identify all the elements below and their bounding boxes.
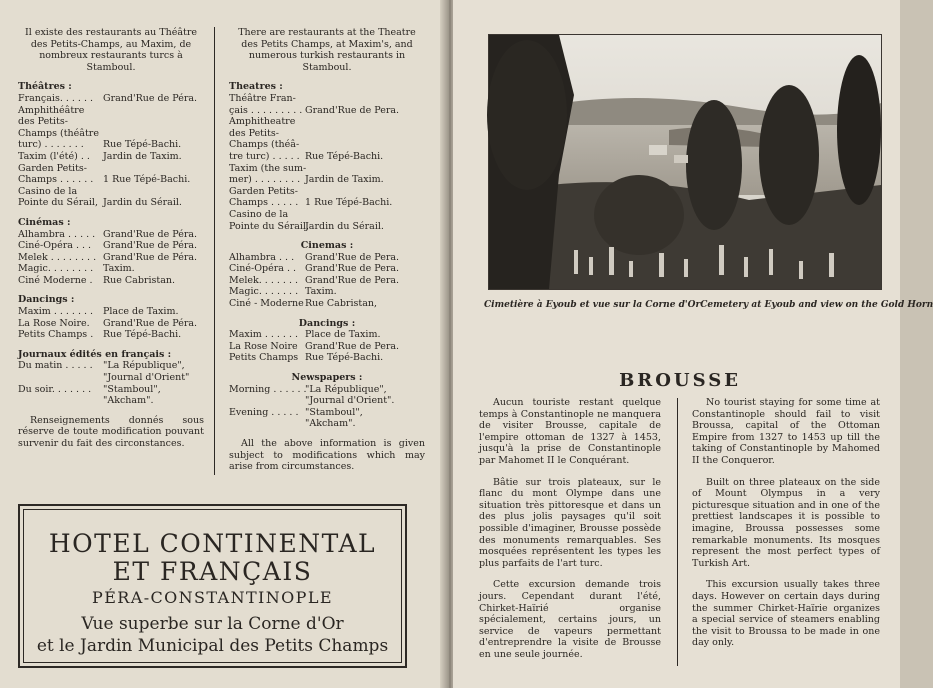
listing-name: Alhambra . . . <box>229 251 295 263</box>
brousse-english-text <box>692 397 880 659</box>
listing-name: Pointe du Sérail, <box>18 197 98 209</box>
listing-address <box>305 116 425 128</box>
listing-name: Garden Petits- <box>229 185 298 197</box>
listing-address: Grand'Rue de Péra. <box>103 228 198 240</box>
listing-address: Rue Cabristan, <box>305 298 378 310</box>
listing-name: turc) . . . . . . . <box>18 139 84 151</box>
listing-name: Garden Petits- <box>18 162 87 174</box>
english-newspapers <box>229 372 425 430</box>
hotel-advertisement <box>18 504 407 668</box>
listing-row <box>229 151 425 163</box>
listing-address: Rue Cabristan. <box>103 274 176 286</box>
listing-address: Grand'Rue de Pera. <box>305 263 400 275</box>
listing-name: Maxim . . . . . . . <box>18 306 94 318</box>
listing-name <box>229 395 305 407</box>
listing-row <box>229 275 425 287</box>
listing-row <box>229 105 425 117</box>
listing-name: Ciné - Moderne <box>229 298 304 310</box>
listing-address <box>103 116 204 128</box>
listing-row <box>18 151 204 163</box>
listing-name <box>18 372 103 384</box>
listing-address: Jardin du Sérail. <box>305 220 384 232</box>
listing-address <box>103 163 204 175</box>
listing-name: des Petits- <box>18 116 68 128</box>
french-theatres-list <box>18 93 204 209</box>
photo-caption-english: Cemetery at Eyoub and view on the Gold Horn <box>700 300 933 310</box>
english-theatres-heading: Theatres : <box>229 81 283 93</box>
listing-address <box>305 139 425 151</box>
listing-address: Jardin du Sérail. <box>103 197 182 209</box>
listing-name: Casino de la <box>229 208 289 220</box>
listing-row <box>18 329 204 341</box>
brousse-french-paragraph: Bâtie sur trois plateaux, sur le flanc du mont Olympe dans une situation très pittoresque et dans un des plus jolis paysages qu'il soit possible d'imaginer, Brousse possède des monuments remarquables. Ses mosquées représentent les types les plus parfaits de l'art turc. <box>479 476 661 569</box>
listing-name: Magic. . . . . . . . <box>18 263 94 275</box>
english-newspapers-list <box>229 384 425 430</box>
english-dancings <box>229 318 425 364</box>
listing-address <box>305 163 425 175</box>
listing-name: Français. . . . . . <box>18 92 94 104</box>
french-note: Renseignements donnés sous réserve de toute modification pouvant survenir du fait des circonstances. <box>18 414 204 449</box>
listing-row <box>18 163 204 175</box>
listing-name: Amphithéâtre <box>18 104 85 116</box>
listing-name: Melek. . . . . . . <box>229 274 299 286</box>
listing-name: Taxim (the sum- <box>229 162 307 174</box>
listing-address <box>305 186 425 198</box>
listing-address: Rue Tépé-Bachi. <box>103 139 182 151</box>
listing-row <box>18 372 204 384</box>
french-dancings-heading: Dancings : <box>18 294 75 306</box>
listing-address: Grand'Rue de Pera. <box>305 340 400 352</box>
french-newspapers <box>18 349 204 407</box>
listing-row <box>229 186 425 198</box>
listing-address: Taxim. <box>103 263 135 275</box>
french-cinemas <box>18 217 204 287</box>
listing-row <box>18 360 204 372</box>
listing-row <box>18 229 204 241</box>
listing-address: Jardin de Taxim. <box>103 150 182 162</box>
listing-row <box>229 352 425 364</box>
listing-row <box>18 240 204 252</box>
listing-name: Maxim . . . . . . <box>229 329 299 341</box>
hotel-name-line2: ET FRANÇAIS <box>112 557 313 586</box>
listing-address: "Akcham". <box>305 418 356 430</box>
listing-address: 1 Rue Tépé-Bachi. <box>305 197 393 209</box>
english-theatres <box>229 81 425 232</box>
french-dancings <box>18 294 204 340</box>
listing-row <box>18 197 204 209</box>
listing-name: Théâtre Fran- <box>229 92 296 104</box>
hotel-advertisement-frame <box>23 509 402 663</box>
listing-address: "Journal d'Orient". <box>305 395 395 407</box>
english-theatres-list <box>229 93 425 232</box>
listing-address: "Stamboul", <box>103 383 161 395</box>
listing-row <box>229 341 425 353</box>
listing-row <box>229 174 425 186</box>
listing-address <box>305 93 425 105</box>
listing-row <box>18 139 204 151</box>
listing-row <box>18 395 204 407</box>
listing-name: Du soir. . . . . . . <box>18 383 92 395</box>
english-cinemas <box>229 240 425 310</box>
listing-name: Casino de la <box>18 185 78 197</box>
listing-row <box>18 105 204 117</box>
listing-row <box>18 252 204 264</box>
english-column <box>229 27 425 473</box>
listing-row <box>229 116 425 128</box>
left-page <box>0 0 447 688</box>
listing-address: Grand'Rue de Pera. <box>305 274 400 286</box>
listing-address: "La République", <box>305 383 387 395</box>
listing-row <box>229 252 425 264</box>
listing-row <box>229 197 425 209</box>
listing-row <box>229 221 425 233</box>
listing-address: Rue Tépé-Bachi. <box>103 329 182 341</box>
listing-row <box>18 275 204 287</box>
listing-address: Grand'Rue de Péra. <box>103 317 198 329</box>
listing-address: Rue Tépé-Bachi. <box>305 352 384 364</box>
listing-row <box>18 306 204 318</box>
listing-name: Champs (théâtre <box>18 127 99 139</box>
listing-name: Evening . . . . . <box>229 406 299 418</box>
listing-address <box>305 209 425 221</box>
french-column <box>18 27 204 450</box>
listing-row <box>229 286 425 298</box>
photo-caption <box>484 300 933 310</box>
hotel-tagline-line2: et le Jardin Municipal des Petits Champs <box>36 636 389 656</box>
listing-name: Du matin . . . . . <box>18 360 93 372</box>
hotel-name-line1: HOTEL CONTINENTAL <box>48 529 377 558</box>
english-note: All the above information is given subject to modifications which may arise from circumstances. <box>229 438 425 473</box>
listing-name: tre turc) . . . . . <box>229 150 300 162</box>
listing-name: Magic. . . . . . . <box>229 286 299 298</box>
listing-row <box>229 418 425 430</box>
french-theatres-heading: Théâtres : <box>18 81 72 93</box>
listing-name: Ciné-Opéra . . <box>229 263 297 275</box>
brousse-english-paragraph: No tourist staying for some time at Constantinople should fail to visit Broussa, capital of the Ottoman Empire from 1327 to 1453 up till the taking of Constantinople by Mahomed II the Conqueror. <box>692 397 880 466</box>
listing-address: "Journal d'Orient" <box>103 372 190 384</box>
listing-name: Ciné Moderne . <box>18 274 93 286</box>
listing-name: mer) . . . . . . . . <box>229 174 301 186</box>
listing-name: çais . . . . . . . . . <box>229 104 303 116</box>
listing-name: Champs . . . . . . <box>18 174 94 186</box>
french-cinemas-list <box>18 229 204 287</box>
english-intro: There are restaurants at the Theatre des Petits Champs, at Maxim's, and numerous turkish restaurants in Stamboul. <box>238 27 416 73</box>
listing-name: La Rose Noire <box>229 340 298 352</box>
listing-address: "Stamboul", <box>305 406 363 418</box>
listing-row <box>18 384 204 396</box>
listing-row <box>229 93 425 105</box>
listing-address: Place de Taxim. <box>103 306 179 318</box>
listing-address: 1 Rue Tépé-Bachi. <box>103 174 191 186</box>
listing-row <box>229 128 425 140</box>
listing-row <box>229 163 425 175</box>
listing-row <box>18 186 204 198</box>
english-cinemas-list <box>229 252 425 310</box>
french-newspapers-list <box>18 360 204 406</box>
listing-address: Grand'Rue de Pera. <box>305 251 400 263</box>
listing-address <box>103 128 204 140</box>
listing-name: des Petits- <box>229 127 279 139</box>
french-dancings-list <box>18 306 204 341</box>
brousse-french-paragraph: Cette excursion demande trois jours. Cependant durant l'été, Chirket-Haïrié organise spécialement, certains jours, un service de vapeurs permettant d'entreprendre la visite de Brousse en une seule journée. <box>479 579 661 660</box>
listing-name: Petits Champs <box>229 352 299 364</box>
listing-name: Amphitheatre <box>229 116 296 128</box>
french-cinemas-heading: Cinémas : <box>18 216 71 228</box>
listing-row <box>18 93 204 105</box>
listing-row <box>229 263 425 275</box>
listing-name <box>229 418 305 430</box>
listing-row <box>18 263 204 275</box>
listing-address <box>305 128 425 140</box>
listing-name: Champs (théâ- <box>229 139 300 151</box>
listing-address: Grand'Rue de Péra. <box>103 251 198 263</box>
french-theatres <box>18 81 204 209</box>
french-intro: Il existe des restaurants au Théâtre des Petits-Champs, au Maxim, de nombreux restaurants turcs à Stamboul. <box>25 27 197 73</box>
listing-row <box>229 384 425 396</box>
listing-row <box>229 298 425 310</box>
french-newspapers-heading: Journaux édités en français : <box>18 348 172 360</box>
listing-row <box>18 174 204 186</box>
section-title: BROUSSE <box>619 370 741 391</box>
listing-name: Pointe du Sérail, <box>229 220 309 232</box>
listing-name <box>18 395 103 407</box>
listing-row <box>18 116 204 128</box>
listing-name: Champs . . . . . <box>229 197 299 209</box>
listing-address <box>103 105 204 117</box>
listing-row <box>229 209 425 221</box>
listing-address: Rue Tépé-Bachi. <box>305 150 384 162</box>
listing-name: Alhambra . . . . . <box>18 228 96 240</box>
right-column-divider <box>677 398 678 666</box>
listing-address: Grand'Rue de Péra. <box>103 240 198 252</box>
listing-address: Taxim. <box>305 286 337 298</box>
cemetery-photo <box>488 34 882 290</box>
listing-address: Jardin de Taxim. <box>305 174 384 186</box>
listing-address: Place de Taxim. <box>305 329 381 341</box>
column-divider <box>214 27 215 475</box>
english-cinemas-heading: Cinemas : <box>300 240 354 252</box>
photo-caption-french: Cimetière à Eyoub et vue sur la Corne d'Or <box>484 300 701 310</box>
listing-name: Morning . . . . . . <box>229 383 307 395</box>
listing-address: "La République", <box>103 360 185 372</box>
brousse-french-paragraph: Aucun touriste restant quelque temps à Constantinople ne manquera de visiter Brousse, capitale de l'empire ottoman de 1327 à 1453, jusqu'à la prise de Constantinople par Mahomet II le Conquérant. <box>479 397 661 466</box>
listing-row <box>18 128 204 140</box>
brousse-french-text <box>479 397 661 670</box>
listing-name: Taxim (l'été) . . <box>18 150 90 162</box>
english-newspapers-heading: Newspapers : <box>291 372 363 384</box>
listing-row <box>18 318 204 330</box>
listing-address: Grand'Rue de Péra. <box>103 92 198 104</box>
english-dancings-list <box>229 329 425 364</box>
listing-address <box>103 186 204 198</box>
brousse-english-paragraph: This excursion usually takes three days. However on certain days during the summer Chirket-Haïrie organizes a special service of steamers enabling the visit to Broussa to be made in one day only. <box>692 579 880 649</box>
english-dancings-heading: Dancings : <box>298 317 356 329</box>
brousse-english-paragraph: Built on three plateaux on the side of Mount Olympus in a very picturesque situation and in one of the prettiest landscapes it is possible to imagine, Broussa possesses some remarkable monuments. Its mosques represent the most perfect types of Turkish Art. <box>692 476 880 569</box>
listing-name: Ciné-Opéra . . . <box>18 240 92 252</box>
listing-name: La Rose Noire. <box>18 317 90 329</box>
listing-row <box>229 395 425 407</box>
listing-row <box>229 407 425 419</box>
listing-name: Melek . . . . . . . . <box>18 251 97 263</box>
listing-row <box>229 139 425 151</box>
hotel-location: PÉRA-CONSTANTINOPLE <box>92 588 333 607</box>
listing-row <box>229 329 425 341</box>
listing-address: Grand'Rue de Pera. <box>305 104 400 116</box>
listing-name: Petits Champs . <box>18 329 94 341</box>
hotel-tagline-line1: Vue superbe sur la Corne d'Or <box>81 614 344 634</box>
listing-address: "Akcham". <box>103 395 154 407</box>
